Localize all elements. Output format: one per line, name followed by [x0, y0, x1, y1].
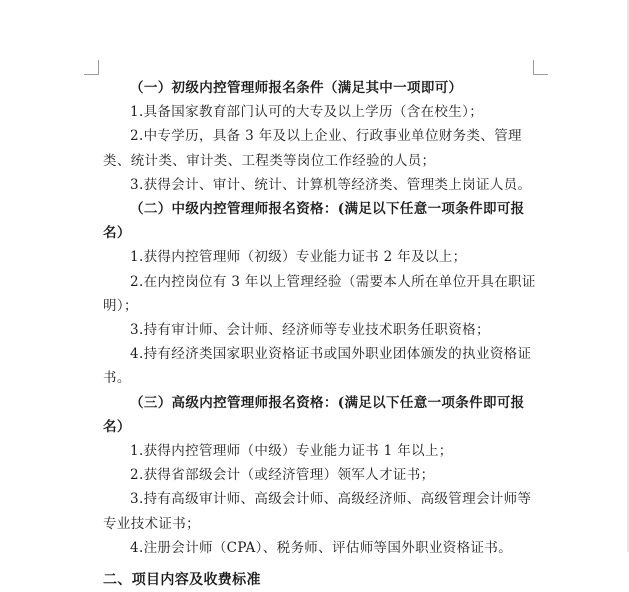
page-margin-corner-top-right — [533, 60, 548, 75]
list-item: 3.持有审计师、会计师、经济师等专业技术职务任职资格； — [130, 322, 490, 339]
section-heading-senior: （三）高级内控管理师报名资格：(满足以下任意一项条件即可报名） — [103, 394, 525, 435]
list-item: 2.获得省部级会计（或经济管理）领军人才证书； — [130, 467, 435, 484]
section-heading-intermediate: （二）中级内控管理师报名资格：(满足以下任意一项条件即可报名） — [103, 201, 525, 242]
list-item: 2.中专学历，具备 3 年及以上企业、行政事业单位财务类、管理类、统计类、审计类、工程类等岗位工作经验的人员； — [103, 128, 522, 169]
list-item: 3.持有高级审计师、高级会计师、高级经济师、高级管理会计师等专业技术证书； — [103, 491, 532, 532]
section-heading-junior: （一）初级内控管理师报名条件（满足其中一项即可） — [130, 80, 463, 96]
document-body — [103, 76, 541, 592]
list-item: 4.注册会计师（CPA）、税务师、评估师等国外职业资格证书。 — [130, 539, 513, 556]
list-item: 1.获得内控管理师（初级）专业能力证书 2 年及以上； — [130, 249, 467, 266]
list-item: 4.持有经济类国家职业资格证书或国外职业团体颁发的执业资格证书。 — [103, 346, 532, 387]
list-item: 1.具备国家教育部门认可的大专及以上学历（含在校生）； — [130, 104, 484, 121]
section-title-project-fees: 二、项目内容及收费标准 — [103, 572, 261, 589]
list-item: 2.在内控岗位有 3 年以上管理经验（需要本人所在单位开具在职证明）； — [103, 273, 536, 314]
list-item: 1.获得内控管理师（中级）专业能力证书 1 年以上； — [130, 443, 453, 460]
list-item: 3.获得会计、审计、统计、计算机等经济类、管理类上岗证人员。 — [130, 176, 532, 193]
page-margin-corner-top-left — [84, 60, 99, 75]
